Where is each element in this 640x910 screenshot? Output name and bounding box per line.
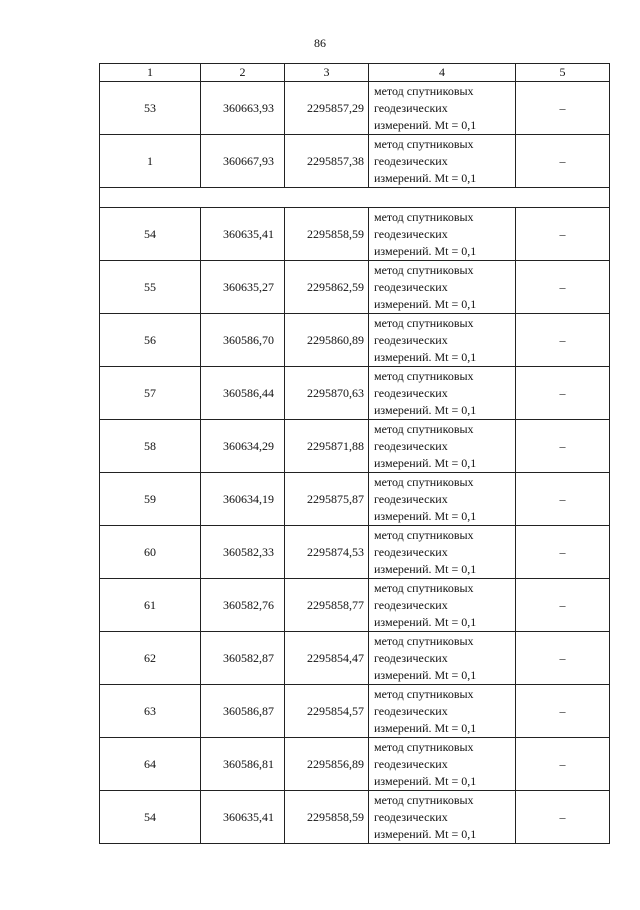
y-coordinate-cell: 2295862,59: [285, 261, 369, 314]
note-cell: –: [516, 473, 610, 526]
table-row: [100, 135, 610, 188]
y-coordinate-cell: 2295860,89: [285, 314, 369, 367]
method-cell: метод спутниковых геодезических измерений. Mt = 0,1: [369, 685, 516, 738]
y-coordinate-cell: 2295874,53: [285, 526, 369, 579]
header-row: [100, 64, 610, 82]
y-coordinate-cell: 2295875,87: [285, 473, 369, 526]
y-coordinate-cell: 2295854,47: [285, 632, 369, 685]
x-coordinate-cell: 360635,41: [201, 208, 285, 261]
coordinates-table: [99, 63, 610, 844]
header-col-4: 4: [369, 64, 516, 82]
table-row: [100, 367, 610, 420]
y-coordinate-cell: 2295856,89: [285, 738, 369, 791]
point-number-cell: 1: [100, 135, 201, 188]
note-cell: –: [516, 208, 610, 261]
point-number-cell: 59: [100, 473, 201, 526]
y-coordinate-cell: 2295858,59: [285, 208, 369, 261]
method-cell: метод спутниковых геодезических измерений. Mt = 0,1: [369, 82, 516, 135]
method-cell: метод спутниковых геодезических измерений. Mt = 0,1: [369, 579, 516, 632]
x-coordinate-cell: 360667,93: [201, 135, 285, 188]
table-row: [100, 473, 610, 526]
y-coordinate-cell: 2295857,38: [285, 135, 369, 188]
page-number: 86: [314, 36, 326, 50]
table-row: [100, 738, 610, 791]
x-coordinate-cell: 360582,87: [201, 632, 285, 685]
x-coordinate-cell: 360582,33: [201, 526, 285, 579]
header-col-3: 3: [285, 64, 369, 82]
note-cell: –: [516, 579, 610, 632]
table-row: [100, 420, 610, 473]
x-coordinate-cell: 360586,81: [201, 738, 285, 791]
point-number-cell: 60: [100, 526, 201, 579]
method-cell: метод спутниковых геодезических измерений. Mt = 0,1: [369, 314, 516, 367]
table-row: [100, 632, 610, 685]
method-cell: метод спутниковых геодезических измерений. Mt = 0,1: [369, 420, 516, 473]
note-cell: –: [516, 135, 610, 188]
header-col-1: 1: [100, 64, 201, 82]
point-number-cell: 58: [100, 420, 201, 473]
coordinates-table-body: [100, 64, 610, 844]
note-cell: –: [516, 314, 610, 367]
note-cell: –: [516, 261, 610, 314]
point-number-cell: 57: [100, 367, 201, 420]
point-number-cell: 53: [100, 82, 201, 135]
method-cell: метод спутниковых геодезических измерений. Mt = 0,1: [369, 526, 516, 579]
y-coordinate-cell: 2295871,88: [285, 420, 369, 473]
point-number-cell: 63: [100, 685, 201, 738]
y-coordinate-cell: 2295858,77: [285, 579, 369, 632]
point-number-cell: 61: [100, 579, 201, 632]
x-coordinate-cell: 360586,87: [201, 685, 285, 738]
y-coordinate-cell: 2295854,57: [285, 685, 369, 738]
x-coordinate-cell: 360663,93: [201, 82, 285, 135]
point-number-cell: 56: [100, 314, 201, 367]
method-cell: метод спутниковых геодезических измерений. Mt = 0,1: [369, 791, 516, 844]
point-number-cell: 54: [100, 208, 201, 261]
separator-cell: [100, 188, 610, 208]
x-coordinate-cell: 360586,44: [201, 367, 285, 420]
table-row: [100, 82, 610, 135]
note-cell: –: [516, 791, 610, 844]
x-coordinate-cell: 360635,41: [201, 791, 285, 844]
note-cell: –: [516, 367, 610, 420]
x-coordinate-cell: 360635,27: [201, 261, 285, 314]
method-cell: метод спутниковых геодезических измерений. Mt = 0,1: [369, 135, 516, 188]
method-cell: метод спутниковых геодезических измерений. Mt = 0,1: [369, 367, 516, 420]
table-row: [100, 685, 610, 738]
x-coordinate-cell: 360634,19: [201, 473, 285, 526]
note-cell: –: [516, 82, 610, 135]
point-number-cell: 62: [100, 632, 201, 685]
table-row: [100, 579, 610, 632]
note-cell: –: [516, 420, 610, 473]
table-row: [100, 261, 610, 314]
note-cell: –: [516, 685, 610, 738]
point-number-cell: 55: [100, 261, 201, 314]
separator-row: [100, 188, 610, 208]
method-cell: метод спутниковых геодезических измерений. Mt = 0,1: [369, 738, 516, 791]
table-row: [100, 314, 610, 367]
table-row: [100, 208, 610, 261]
x-coordinate-cell: 360634,29: [201, 420, 285, 473]
note-cell: –: [516, 526, 610, 579]
y-coordinate-cell: 2295870,63: [285, 367, 369, 420]
table-row: [100, 791, 610, 844]
note-cell: –: [516, 738, 610, 791]
method-cell: метод спутниковых геодезических измерений. Mt = 0,1: [369, 261, 516, 314]
x-coordinate-cell: 360586,70: [201, 314, 285, 367]
table-row: [100, 526, 610, 579]
note-cell: –: [516, 632, 610, 685]
y-coordinate-cell: 2295858,59: [285, 791, 369, 844]
header-col-5: 5: [516, 64, 610, 82]
method-cell: метод спутниковых геодезических измерений. Mt = 0,1: [369, 208, 516, 261]
x-coordinate-cell: 360582,76: [201, 579, 285, 632]
method-cell: метод спутниковых геодезических измерений. Mt = 0,1: [369, 473, 516, 526]
method-cell: метод спутниковых геодезических измерений. Mt = 0,1: [369, 632, 516, 685]
point-number-cell: 54: [100, 791, 201, 844]
header-col-2: 2: [201, 64, 285, 82]
point-number-cell: 64: [100, 738, 201, 791]
y-coordinate-cell: 2295857,29: [285, 82, 369, 135]
